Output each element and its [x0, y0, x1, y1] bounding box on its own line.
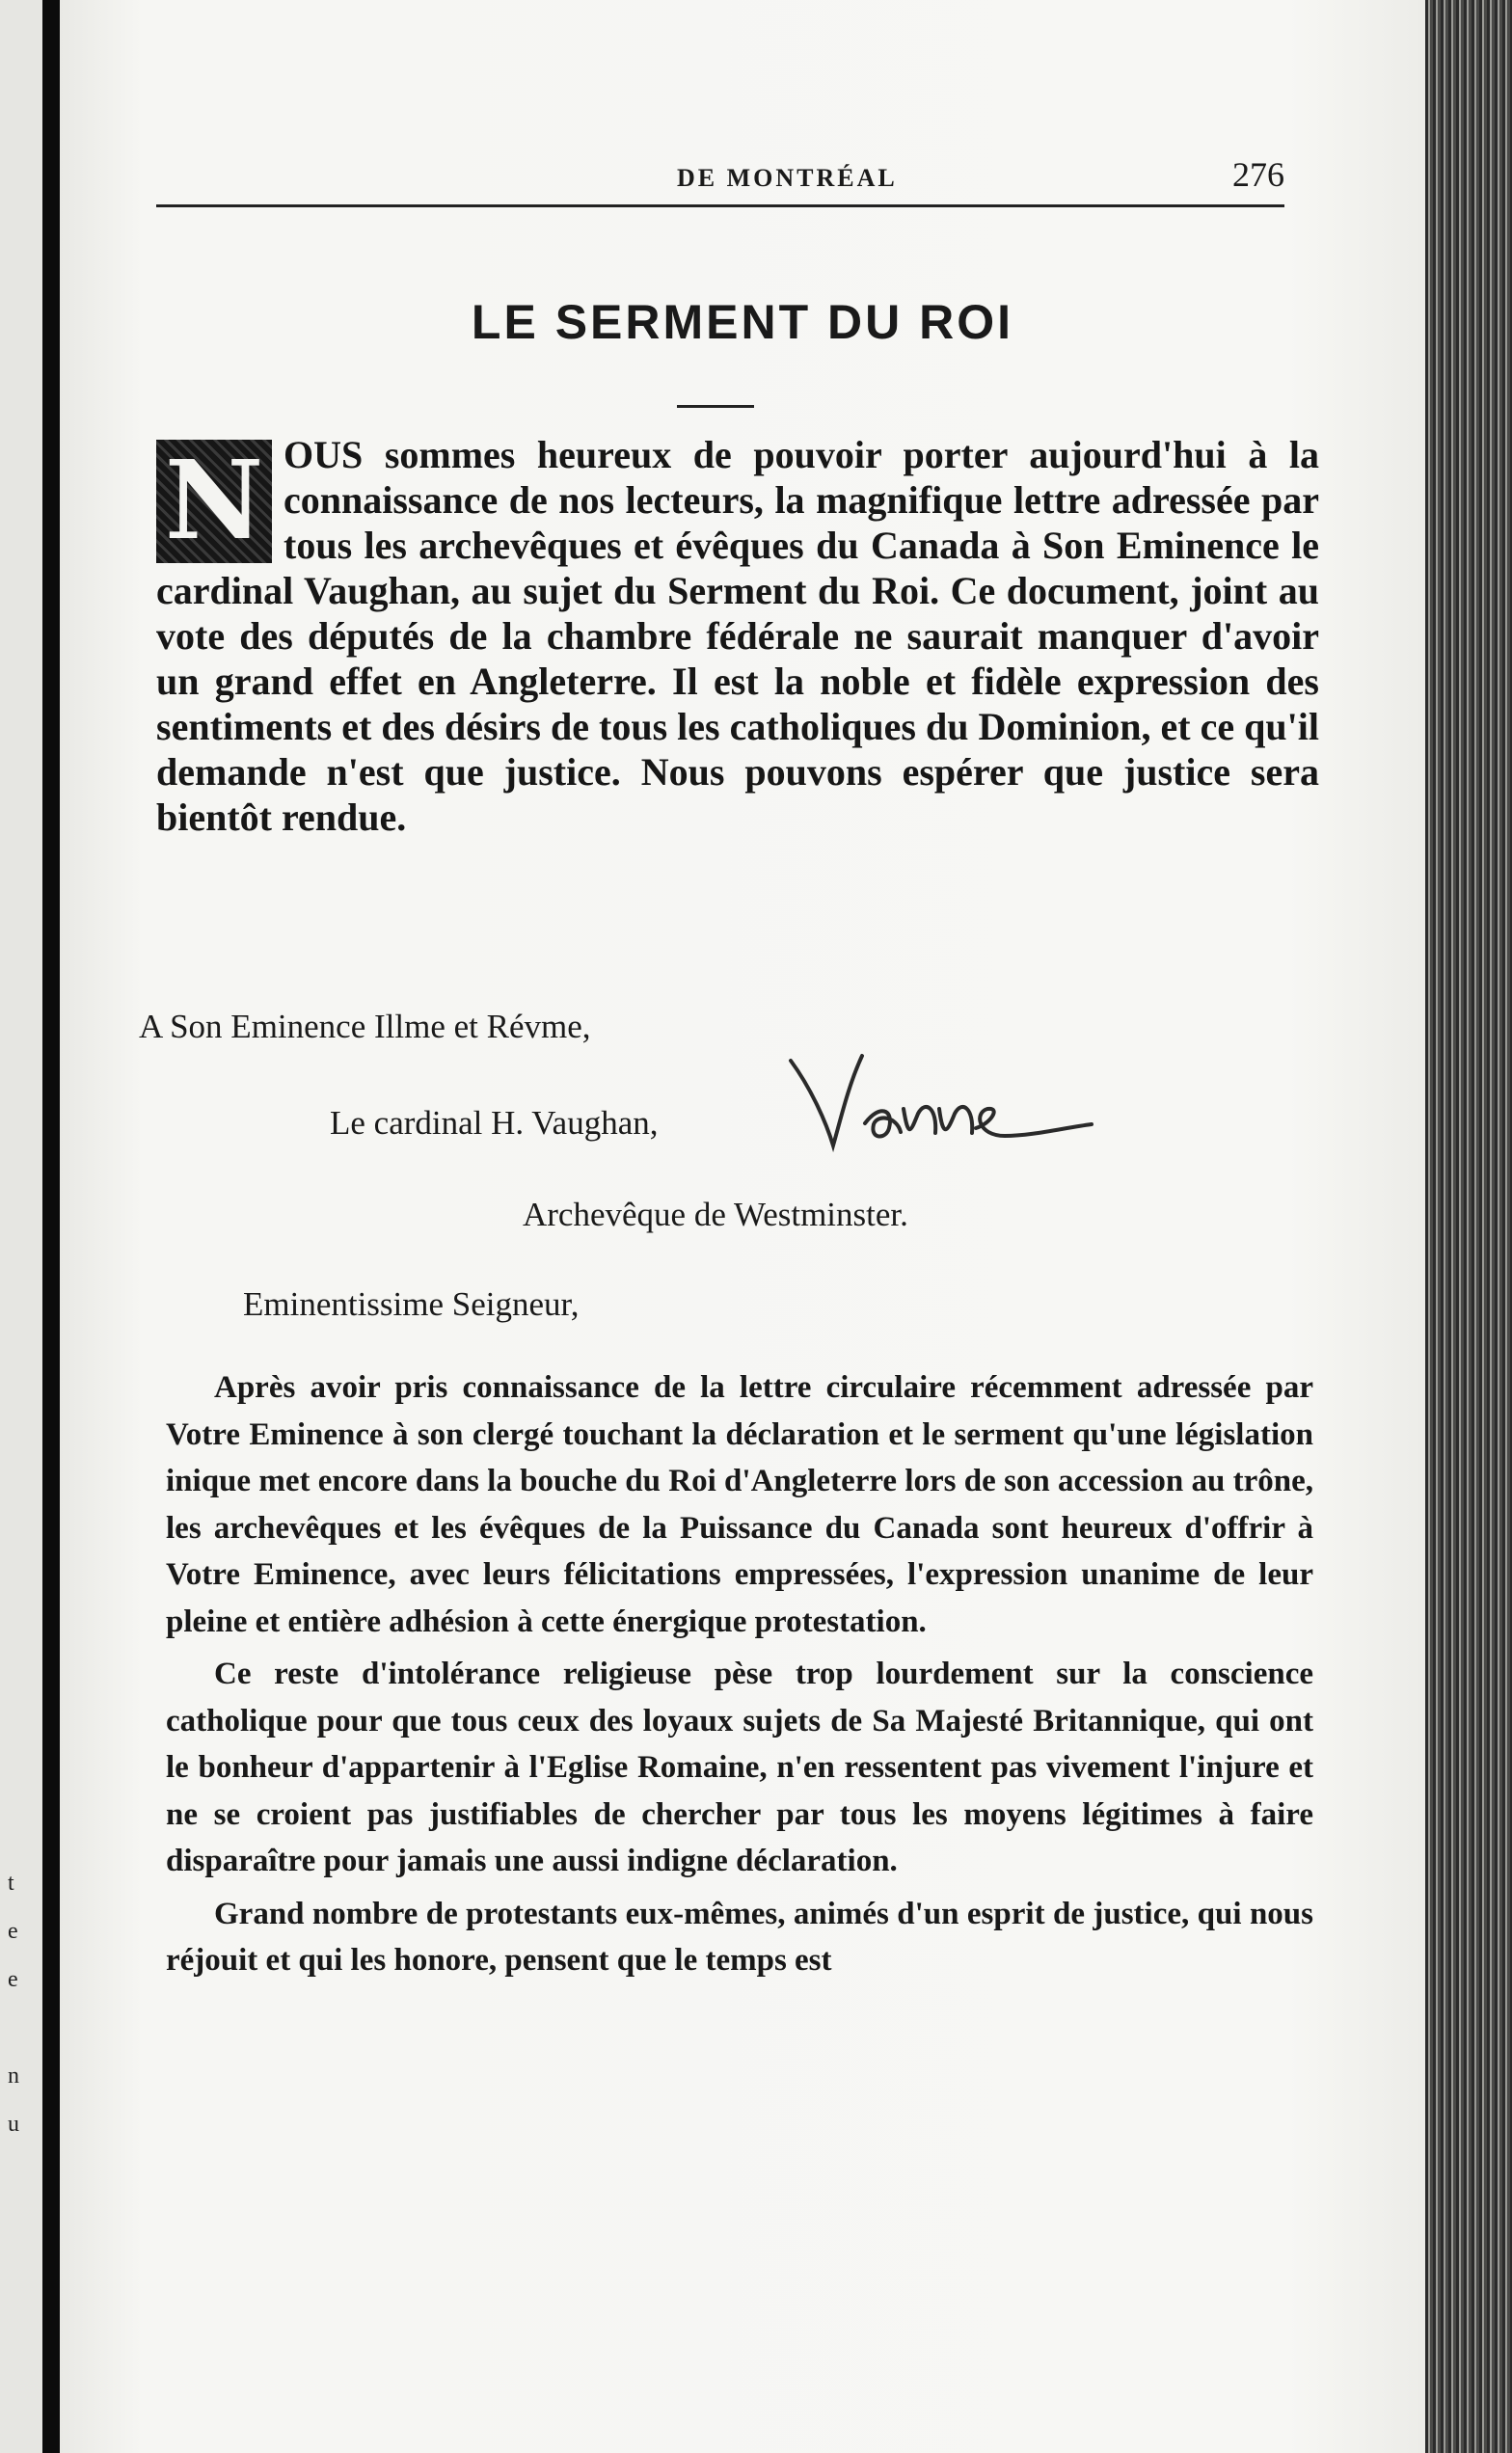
page-number: 276	[1232, 155, 1284, 194]
letter-addressee: Le cardinal H. Vaughan,	[330, 1104, 659, 1142]
page-stack-edge	[1425, 0, 1512, 2453]
facing-page-fragment: u	[8, 2112, 19, 2137]
letter-paragraph: Après avoir pris connaissance de la lettre circulaire récemment adressée par Votre Eminence à son clergé touchant la déclaration et le serment qu'une législation inique met encore dans la bouche du Roi d'Angleterre lors de son accession au trône, les archevêques et les évêques de la Puissance du Canada sont heureux d'offrir à Votre Eminence, avec leurs félicitations empressées, l'expression unanime de leur pleine et entière adhésion à cette énergique protestation.	[166, 1370, 1313, 1639]
facing-page-fragment: e	[8, 1967, 18, 1992]
facing-page-fragment: e	[8, 1919, 18, 1944]
intro-text: OUS sommes heureux de pouvoir porter aujourd'hui à la connaissance de nos lecteurs, la magnifique lettre adressée par tous les archevêques et évêques du Canada à Son Eminence le cardinal Vaughan, au sujet du Serment du Roi. Ce document, joint au vote des députés de la chambre fédérale ne saurait manquer d'avoir un grand effet en Angleterre. Il est la noble et fidèle expression des sentiments et des désirs de tous les catholiques du Dominion, et ce qu'il demande n'est que justice. Nous pouvons espérer que justice sera bientôt rendue.	[156, 433, 1319, 839]
letter-paragraph: Grand nombre de protestants eux-mêmes, animés d'un esprit de justice, qui nous réjouit et qui les honore, pensent que le temps est	[166, 1896, 1313, 1978]
page-header	[156, 154, 1284, 193]
drop-cap: N	[156, 440, 272, 563]
running-head: DE MONTRÉAL	[677, 164, 898, 192]
facing-page-fragment: t	[8, 1871, 14, 1896]
handwritten-note	[773, 1032, 1101, 1167]
letter-body	[166, 1364, 1313, 1984]
header-rule	[156, 204, 1284, 207]
intro-paragraph	[156, 432, 1319, 840]
letter-paragraph: Ce reste d'intolérance religieuse pèse trop lourdement sur la conscience catholique pour que tous ceux des loyaux sujets de Sa Majesté Britannique, qui ont le bonheur d'appartenir à l'Eglise Romaine, n'en ressentent pas vivement l'injure et ne se croient pas justifiables de chercher par tous les moyens légitimes à faire disparaître pour jamais une aussi indigne déclaration.	[166, 1657, 1313, 1878]
letter-address-line: A Son Eminence Illme et Révme,	[139, 1008, 591, 1045]
letter-salutation: Eminentissime Seigneur,	[243, 1285, 580, 1323]
letter-addressee-title: Archevêque de Westminster.	[523, 1196, 908, 1233]
facing-page-edge	[0, 0, 42, 2453]
facing-page-fragment: n	[8, 2063, 19, 2089]
article-title: LE SERMENT DU ROI	[471, 295, 1014, 349]
title-rule	[677, 405, 754, 408]
book-page	[60, 0, 1425, 2453]
